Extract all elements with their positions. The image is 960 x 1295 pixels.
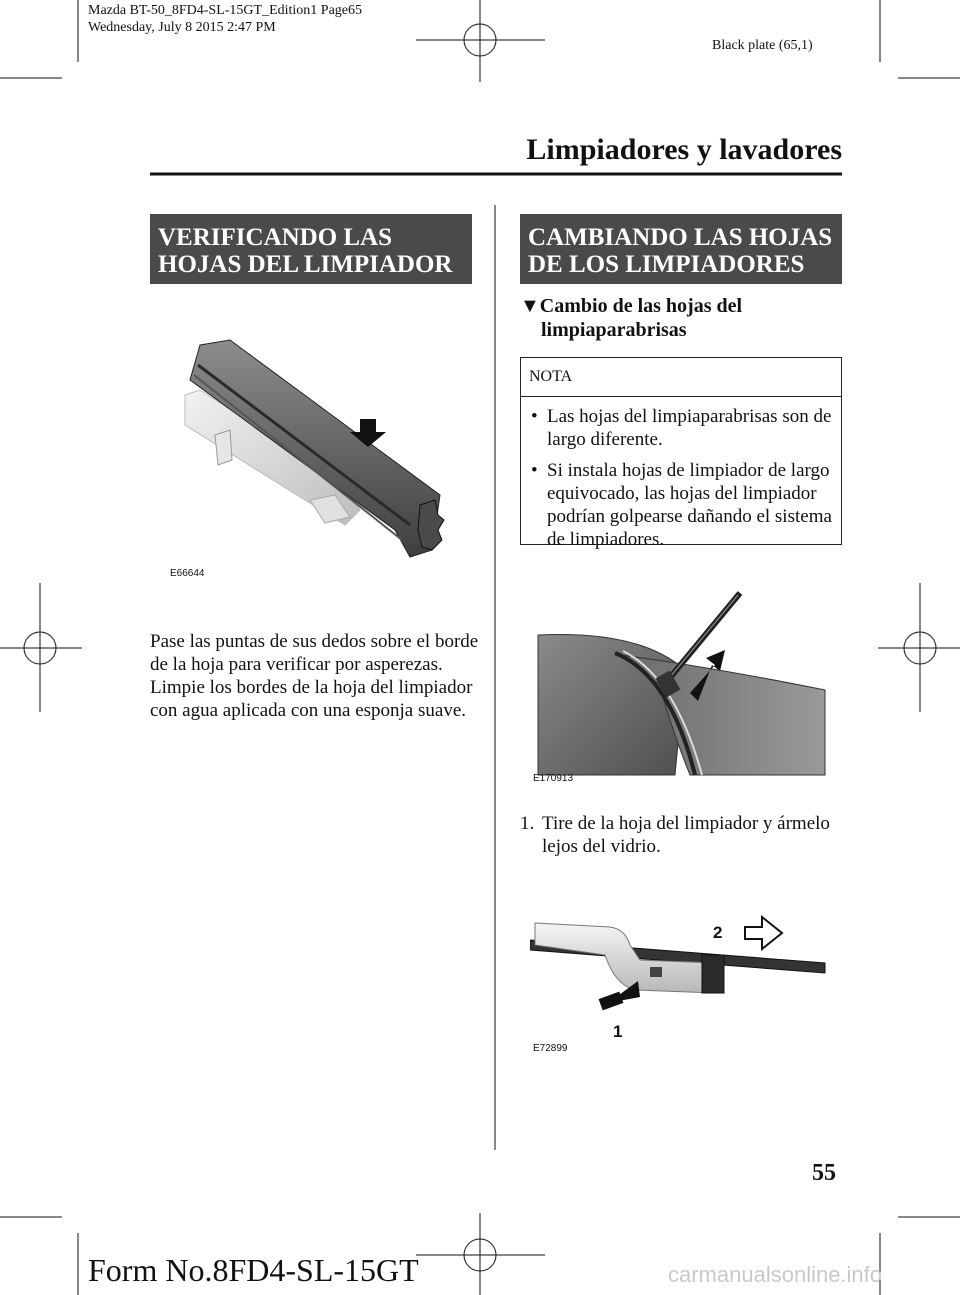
subheading-line1: Cambio de las hojas del [539,295,743,317]
push-arrow-icon [599,981,640,1010]
note-list [521,397,841,569]
file-info-line2: Wednesday, July 8 2015 2:47 PM [88,20,276,35]
wiper-release-figure [530,905,830,1050]
plate-label: Black plate (65,1) [712,38,813,53]
note-box [520,357,842,550]
step-1-number: 1. [520,813,535,834]
note-title: NOTA [521,358,841,397]
right-banner-line1: CAMBIANDO LAS HOJAS [528,224,833,251]
figure-label-e72899: E72899 [533,1043,568,1054]
figure-label-e66644: E66644 [170,568,205,579]
right-section-banner [520,214,842,284]
page-number: 55 [812,1160,836,1186]
triangle-marker-icon: ▼ [520,295,540,317]
windshield-wiper-figure [520,585,842,785]
file-info [88,2,362,36]
subheading-line2: limpiaparabrisas [541,319,687,341]
note-item: • Las hojas del limpiaparabrisas son de largo diferente. [547,405,835,451]
right-banner-line2: DE LOS LIMPIADORES [528,251,805,278]
callout-2: 2 [713,923,723,942]
callout-1: 1 [613,1022,623,1041]
left-section-banner [150,214,472,284]
step-1-text: Tire de la hoja del limpiador y ármelo lejos del vidrio. [542,813,830,857]
windshield-wiper-illustration [520,585,842,785]
subsection-heading [520,294,840,342]
step-1 [520,812,840,857]
figure-label-e170913: E170913 [533,773,574,784]
form-number: Form No.8FD4-SL-15GT [88,1252,419,1288]
wiper-release-illustration [530,905,830,1050]
left-paragraph-1: Pase las puntas de sus dedos sobre el borde de la hoja para verificar por asperezas. [150,631,479,675]
wiper-blade-illustration [170,335,470,585]
note-item: • Si instala hojas de limpiador de largo equivocado, las hojas del limpiador podrían golpearse dañando el sistema de limpiadores. [547,459,835,551]
left-paragraph-2: Limpie los bordes de la hoja del limpiador con agua aplicada con una esponja suave. [150,677,473,721]
pull-arrow-icon [745,917,782,949]
wiper-blade-figure [170,335,470,585]
file-info-line1: Mazda BT-50_8FD4-SL-15GT_Edition1 Page65 [88,3,363,18]
left-body [150,630,480,722]
section-title: Limpiadores y lavadores [526,133,842,166]
left-banner-line1: VERIFICANDO LAS [158,224,393,251]
left-banner-line2: HOJAS DEL LIMPIADOR [158,251,453,278]
watermark: carmanualsonline.info [668,1262,883,1287]
